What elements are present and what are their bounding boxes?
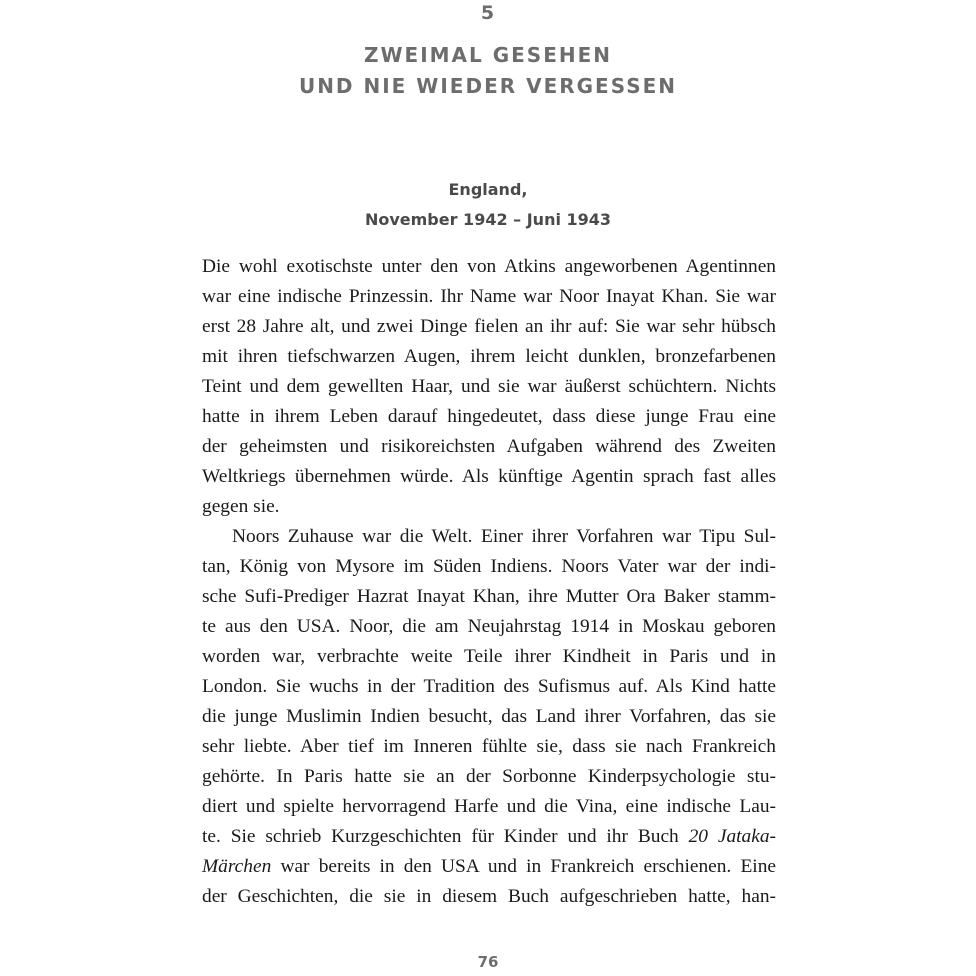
text-run: te. Sie schrieb Kurzgeschichten für Kinder und ihr Buch: [202, 826, 689, 847]
text-line: tan, König von Mysore im Süden Indiens. Noors Vater war der indi-: [202, 556, 776, 577]
text-line: Weltkriegs übernehmen würde. Als künftige Agentin sprach fast alles: [202, 466, 776, 487]
chapter-title-line-2: UND NIE WIEDER VERGESSEN: [298, 74, 678, 98]
chapter-title-line-1: ZWEIMAL GESEHEN: [363, 43, 613, 67]
text-line: [202, 822, 776, 852]
page-number: 76: [477, 953, 499, 971]
chapter-title: [0, 40, 976, 102]
chapter-number: 5: [480, 2, 496, 24]
text-line: te aus den USA. Noor, die am Neujahrstag 1914 in Moskau geboren: [202, 616, 776, 637]
text-line: der Geschichten, die sie in diesem Buch aufgeschrieben hatte, han-: [202, 886, 776, 907]
section-heading: [0, 175, 976, 235]
text-line: gegen sie.: [202, 496, 280, 517]
text-line: gehörte. In Paris hatte sie an der Sorbonne Kinderpsychologie stu-: [202, 766, 776, 787]
text-line: Teint und dem gewellten Haar, und sie war äußerst schüchtern. Nichts: [202, 376, 776, 397]
book-title-italic: 20 Jataka-: [688, 826, 776, 847]
text-line: mit ihren tiefschwarzen Augen, ihrem leicht dunklen, bronzefarbenen: [202, 346, 776, 367]
text-line: worden war, verbrachte weite Teile ihrer Kindheit in Paris und in: [202, 646, 776, 667]
text-line: London. Sie wuchs in der Tradition des Sufismus auf. Als Kind hatte: [202, 676, 776, 697]
text-line: [202, 852, 776, 882]
text-line: war eine indische Prinzessin. Ihr Name war Noor Inayat Khan. Sie war: [202, 286, 776, 307]
text-line: hatte in ihrem Leben darauf hingedeutet, dass diese junge Frau eine: [202, 406, 776, 427]
text-line: erst 28 Jahre alt, und zwei Dinge fielen an ihr auf: Sie war sehr hübsch: [202, 316, 776, 337]
body-text: [202, 252, 776, 912]
text-line: Die wohl exotischste unter den von Atkins angeworbenen Agentinnen: [202, 256, 776, 277]
section-heading-dates: November 1942 – Juni 1943: [364, 210, 612, 229]
text-run: war bereits in den USA und in Frankreich erschienen. Eine: [271, 856, 776, 877]
text-line: sehr liebte. Aber tief im Inneren fühlte sie, dass sie nach Frankreich: [202, 736, 776, 757]
text-line: sche Sufi-Prediger Hazrat Inayat Khan, ihre Mutter Ora Baker stamm-: [202, 586, 776, 607]
text-line: diert und spielte hervorragend Harfe und die Vina, eine indische Lau-: [202, 796, 776, 817]
text-line: Noors Zuhause war die Welt. Einer ihrer Vorfahren war Tipu Sul-: [232, 526, 776, 547]
text-line: die junge Muslimin Indien besucht, das Land ihrer Vorfahren, das sie: [202, 706, 776, 727]
text-line: der geheimsten und risikoreichsten Aufgaben während des Zweiten: [202, 436, 776, 457]
section-heading-place: England,: [448, 180, 528, 199]
book-title-italic: Märchen: [202, 856, 272, 877]
